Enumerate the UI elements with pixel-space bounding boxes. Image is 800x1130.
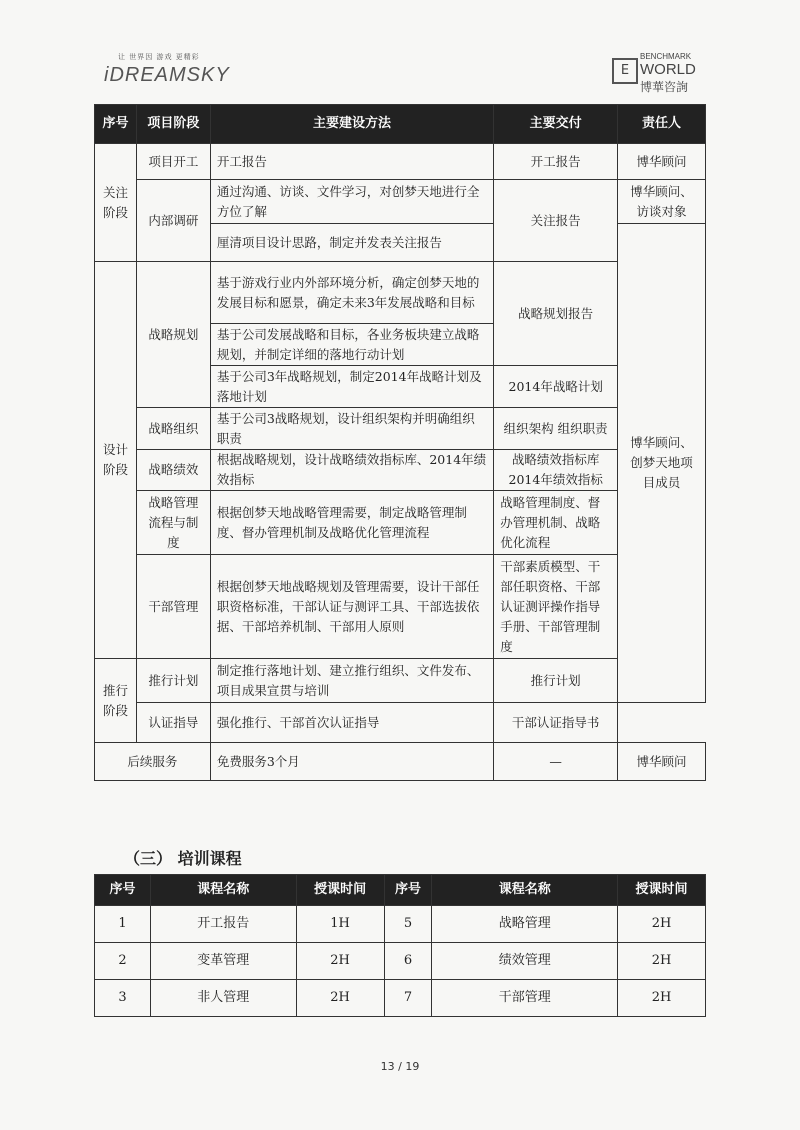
- table-row: [95, 144, 706, 180]
- table-cell: 1: [95, 906, 151, 943]
- step-cell: 后续服务: [95, 743, 211, 781]
- step-cell: 项目开工: [136, 144, 210, 180]
- col-header: 序号: [384, 875, 432, 906]
- col-header: 课程名称: [150, 875, 296, 906]
- table-row: [95, 906, 706, 943]
- method-cell: 根据创梦天地战略管理需要，制定战略管理制度、督办管理机制及战略优化管理流程: [210, 491, 493, 555]
- method-cell: 根据创梦天地战略规划及管理需要，设计干部任职资格标准，干部认证与测评工具、干部选拔依据、干部培养机制、干部用人原则: [210, 555, 493, 659]
- table-cell: 战略管理: [432, 906, 618, 943]
- step-cell: 战略组织: [136, 408, 210, 450]
- table-cell: 2H: [618, 943, 706, 980]
- table-header-row: [95, 875, 706, 906]
- method-cell: 制定推行落地计划、建立推行组织、文件发布、项目成果宣贯与培训: [210, 659, 493, 703]
- logo-dreamsky: [104, 52, 230, 92]
- table-cell: 5: [384, 906, 432, 943]
- logo-wordmark: iDREAMSKY: [104, 64, 230, 86]
- step-cell: 认证指导: [136, 703, 210, 743]
- deliverable-cell: 干部认证指导书: [494, 703, 618, 743]
- table-cell: 2H: [296, 980, 384, 1017]
- table-row: [95, 703, 706, 743]
- table-cell: 3: [95, 980, 151, 1017]
- step-cell: 战略规划: [136, 262, 210, 408]
- method-cell: 开工报告: [210, 144, 493, 180]
- col-header: 授课时间: [618, 875, 706, 906]
- col-header: 序号: [95, 875, 151, 906]
- owner-cell: 博华顾问: [618, 144, 706, 180]
- deliverable-cell: 战略管理制度、督办管理机制、战略优化流程: [494, 491, 618, 555]
- phase-cell: 设计阶段: [95, 262, 137, 659]
- deliverable-cell: 干部素质模型、干部任职资格、干部认证测评操作指导手册、干部管理制度: [494, 555, 618, 659]
- table-header-row: [95, 105, 706, 144]
- logo-world-text: WORLD: [640, 61, 696, 78]
- step-cell: 推行计划: [136, 659, 210, 703]
- method-cell: 免费服务3个月: [210, 743, 493, 781]
- method-cell: 基于公司3年战略规划，制定2014年战略计划及落地计划: [210, 366, 493, 408]
- deliverable-cell: 战略规划报告: [494, 262, 618, 366]
- col-header: 主要交付: [494, 105, 618, 144]
- method-cell: 基于公司3战略规划，设计组织架构并明确组织职责: [210, 408, 493, 450]
- table-row: [95, 980, 706, 1017]
- owner-cell: 博华顾问、访谈对象: [618, 180, 706, 224]
- owner-cell: 博华顾问: [618, 743, 706, 781]
- table-cell: 7: [384, 980, 432, 1017]
- project-plan-table: [94, 104, 706, 781]
- table-row: [95, 408, 706, 450]
- col-header: 授课时间: [296, 875, 384, 906]
- table-cell: 6: [384, 943, 432, 980]
- method-cell: 基于公司发展战略和目标，各业务板块建立战略规划，并制定详细的落地行动计划: [210, 324, 493, 366]
- deliverable-cell: 开工报告: [494, 144, 618, 180]
- table-cell: 开工报告: [150, 906, 296, 943]
- logo-tagline: 让 世界因 游戏 更精彩: [118, 53, 200, 61]
- table-cell: 2H: [618, 906, 706, 943]
- table-row: [95, 659, 706, 703]
- table-cell: 2H: [618, 980, 706, 1017]
- col-header: 项目阶段: [136, 105, 210, 144]
- step-cell: 内部调研: [136, 180, 210, 262]
- table-cell: 变革管理: [150, 943, 296, 980]
- deliverable-cell: 战略绩效指标库 2014年绩效指标: [494, 450, 618, 491]
- table-cell: 非人管理: [150, 980, 296, 1017]
- table-cell: 干部管理: [432, 980, 618, 1017]
- table-cell: 绩效管理: [432, 943, 618, 980]
- table-row: [95, 943, 706, 980]
- table-row: [95, 743, 706, 781]
- phase-cell: 推行阶段: [95, 659, 137, 743]
- phase-cell: 关注阶段: [95, 144, 137, 262]
- col-header: 主要建设方法: [210, 105, 493, 144]
- table-cell: 2H: [296, 943, 384, 980]
- col-header: 课程名称: [432, 875, 618, 906]
- deliverable-cell: 组织架构 组织职责: [494, 408, 618, 450]
- table-cell: 1H: [296, 906, 384, 943]
- step-cell: 战略管理流程与制度: [136, 491, 210, 555]
- logo-cn-text: 博華咨詢: [640, 80, 689, 94]
- deliverable-cell: —: [494, 743, 618, 781]
- logo-benchmark-world: [612, 50, 712, 96]
- table-row: [95, 180, 706, 224]
- deliverable-cell: 推行计划: [494, 659, 618, 703]
- col-header: 序号: [95, 105, 137, 144]
- table-row: [95, 450, 706, 491]
- step-cell: 战略绩效: [136, 450, 210, 491]
- logo-mark-icon: E: [612, 58, 638, 84]
- method-cell: 强化推行、干部首次认证指导: [210, 703, 493, 743]
- table-row: [95, 262, 706, 324]
- method-cell: 厘清项目设计思路，制定并发表关注报告: [210, 224, 493, 262]
- method-cell: 通过沟通、访谈、文件学习，对创梦天地进行全方位了解: [210, 180, 493, 224]
- method-cell: 根据战略规划，设计战略绩效指标库、2014年绩效指标: [210, 450, 493, 491]
- deliverable-cell: 关注报告: [494, 180, 618, 262]
- table-row: [95, 555, 706, 659]
- col-header: 责任人: [618, 105, 706, 144]
- logo-benchmark-text: BENCHMARK: [640, 52, 692, 61]
- table-cell: 2: [95, 943, 151, 980]
- method-cell: 基于游戏行业内外部环境分析，确定创梦天地的发展目标和愿景，确定未来3年发展战略和目标: [210, 262, 493, 324]
- step-cell: 干部管理: [136, 555, 210, 659]
- owner-cell: 博华顾问、创梦天地项目成员: [618, 224, 706, 703]
- table-row: [95, 491, 706, 555]
- deliverable-cell: 2014年战略计划: [494, 366, 618, 408]
- page-number: 13 / 19: [380, 1060, 420, 1073]
- section-title: （三） 培训课程: [124, 849, 242, 868]
- course-table: [94, 874, 706, 1017]
